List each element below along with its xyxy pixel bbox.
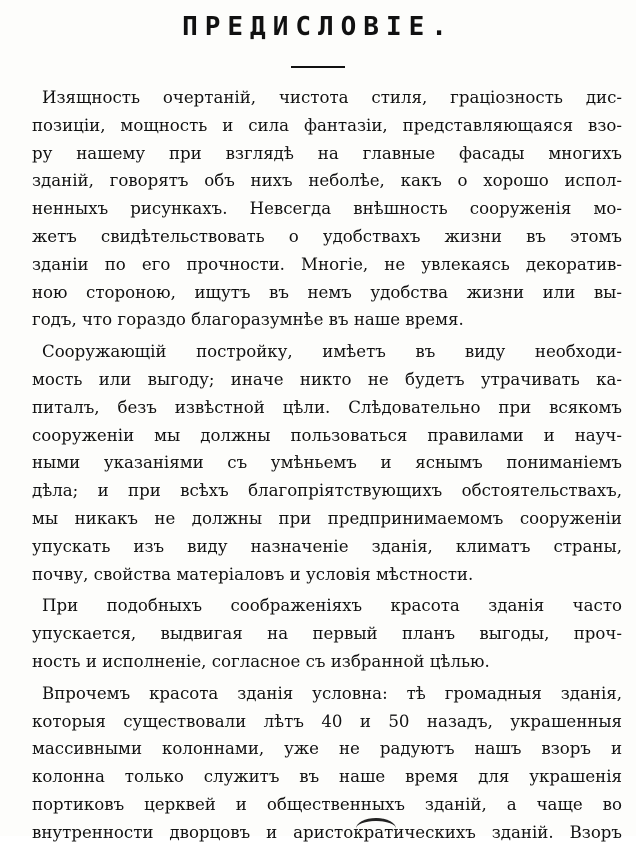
text-line: мость или выгоду; иначе никто не будетъ утрачивать ка- [32,369,622,389]
text-line: упускать изъ виду назначеніе зданія, климатъ страны, [32,536,622,556]
text-line: сооруженіи мы должны пользоваться правилами и науч- [32,425,622,445]
text-line: Изящность очертаній, чистота стиля, граціозность дис- [42,88,622,107]
page-title: ПРЕДИСЛОВІЕ. [182,12,454,42]
text-line: колонна только служитъ въ наше время для украшенія [32,767,622,787]
text-line: зданіи по его прочности. Многіе, не увлекаясь декоратив- [32,254,622,274]
text-line: ненныхъ рисункахъ. Невсегда внѣшность сооруженія мо- [32,199,622,219]
text-line: годъ, что гораздо благоразумнѣе въ наше время. [32,310,464,330]
text-line: которыя существовали лѣтъ 40 и 50 назадъ, украшенныя [32,711,622,731]
text-line: позиціи, мощность и сила фантазіи, представляющаяся взо- [32,115,622,135]
text-line: внутренности дворцовъ и аристократическихъ зданій. Взоръ [32,822,622,842]
text-line: ными указаніями съ умѣньемъ и яснымъ пониманіемъ [32,453,622,473]
text-line: питалъ, безъ извѣстной цѣли. Слѣдовательно при всякомъ [32,397,622,417]
paragraph-2 [32,338,622,588]
text-line: ность и исполненіе, согласное съ избранной цѣлью. [32,651,490,671]
text-line: дѣла; и при всѣхъ благопріятствующихъ обстоятельствахъ, [32,481,622,501]
text-line: мы никакъ не должны при предпринимаемомъ сооруженіи [32,508,622,528]
text-line: почву, свойства матеріаловъ и условія мѣстности. [32,564,474,584]
text-line: массивными колоннами, уже не радуютъ нашъ взоръ и [32,739,622,759]
text-line: жетъ свидѣтельствовать о удобствахъ жизни въ этомъ [32,226,622,246]
text-line: ною стороною, ищутъ въ немъ удобства жизни или вы- [32,282,622,302]
text-line: Впрочемъ красота зданія условна: тѣ громадныя зданія, [42,683,622,703]
text-line: При подобныхъ соображеніяхъ красота зданія часто [42,596,622,616]
text-line: зданій, говорятъ объ нихъ неболѣе, какъ о хорошо испол- [32,171,622,191]
text-line: упускается, выдвигая на первый планъ выгоды, проч- [32,624,622,644]
paragraph-4 [32,680,622,847]
text-line: Сооружающій постройку, имѣетъ въ виду необходи- [42,342,622,362]
text-line: ру нашему при взглядѣ на главные фасады многихъ [32,143,622,163]
paragraph-1 [32,84,622,334]
paragraph-3 [32,592,622,675]
text-line: портиковъ церквей и общественныхъ зданій, а чаще во [32,794,622,814]
body-text [32,84,622,847]
title-divider [291,66,345,68]
